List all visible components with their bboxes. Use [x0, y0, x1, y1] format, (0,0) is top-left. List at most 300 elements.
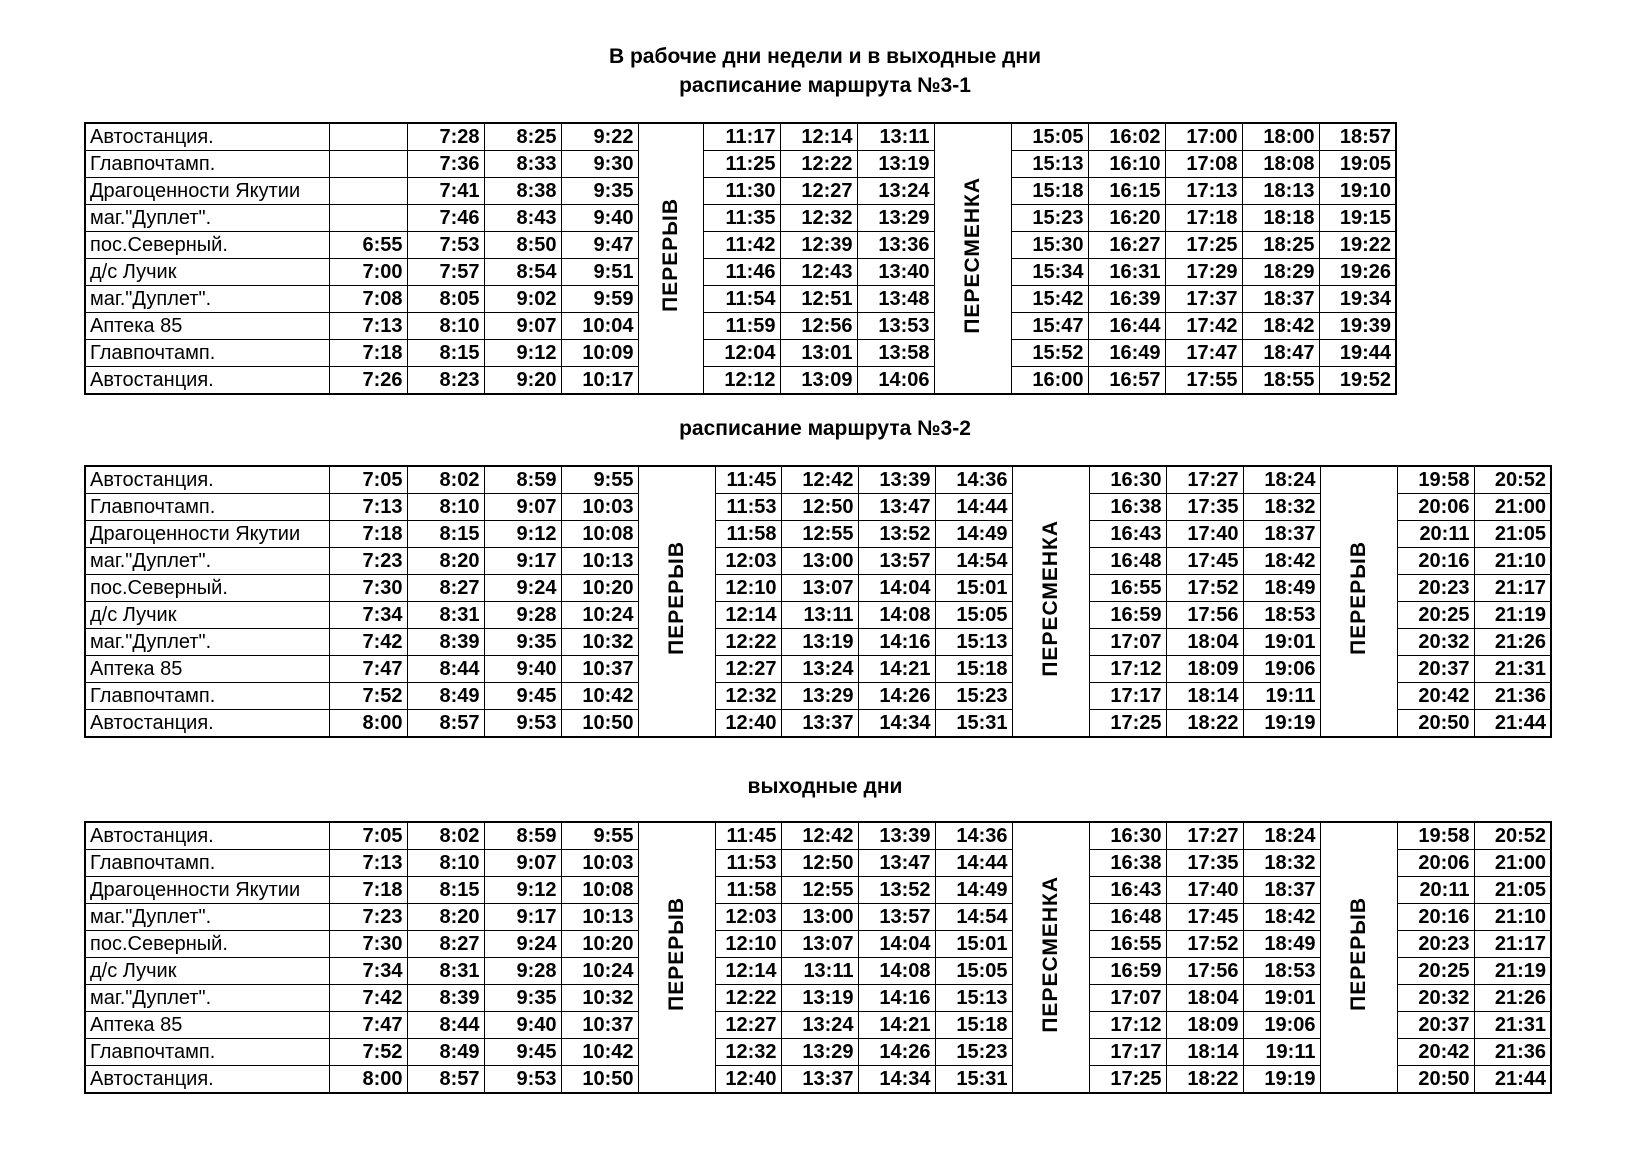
departure-time-cell: 9:45	[484, 1039, 561, 1066]
departure-time-cell: 12:40	[715, 1066, 781, 1094]
table-row	[85, 822, 1551, 850]
stop-name-cell: Главпочтамп.	[85, 683, 329, 710]
departure-time-cell: 19:34	[1319, 286, 1396, 313]
stop-name-cell: Автостанция.	[85, 123, 329, 151]
departure-time-cell: 15:31	[935, 1066, 1012, 1094]
departure-time-cell: 12:14	[715, 602, 781, 629]
departure-time-cell: 16:39	[1088, 286, 1165, 313]
departure-time-cell: 9:45	[484, 683, 561, 710]
stop-name-cell: маг."Дуплет".	[85, 548, 329, 575]
departure-time-cell: 19:06	[1243, 656, 1320, 683]
departure-time-cell: 17:27	[1166, 466, 1243, 494]
stop-name-cell: маг."Дуплет".	[85, 985, 329, 1012]
departure-time-cell: 15:01	[935, 575, 1012, 602]
weekend-heading: выходные дни	[747, 775, 903, 798]
departure-time-cell: 19:01	[1243, 985, 1320, 1012]
table-row	[85, 232, 1396, 259]
departure-time-cell: 18:42	[1243, 548, 1320, 575]
departure-time-cell: 21:31	[1474, 656, 1551, 683]
departure-time-cell: 18:04	[1166, 629, 1243, 656]
departure-time-cell: 14:36	[935, 822, 1012, 850]
departure-time-cell: 16:43	[1089, 521, 1166, 548]
departure-time-cell: 20:37	[1397, 656, 1474, 683]
departure-time-cell: 20:32	[1397, 985, 1474, 1012]
departure-time-cell: 20:52	[1474, 466, 1551, 494]
departure-time-cell: 14:04	[858, 575, 935, 602]
departure-time-cell: 21:26	[1474, 985, 1551, 1012]
departure-time-cell: 8:38	[484, 178, 561, 205]
departure-time-cell: 9:40	[484, 1012, 561, 1039]
departure-time-cell: 12:10	[715, 575, 781, 602]
departure-time-cell: 15:23	[935, 1039, 1012, 1066]
departure-time-cell: 19:44	[1319, 340, 1396, 367]
departure-time-cell: 7:42	[329, 985, 407, 1012]
departure-time-cell: 7:46	[407, 205, 484, 232]
departure-time-cell: 7:30	[329, 575, 407, 602]
stop-name-cell: Аптека 85	[85, 1012, 329, 1039]
departure-time-cell: 17:25	[1089, 1066, 1166, 1094]
departure-time-cell: 10:32	[561, 629, 638, 656]
departure-time-cell: 21:10	[1474, 548, 1551, 575]
departure-time-cell: 18:18	[1242, 205, 1319, 232]
departure-time-cell: 9:55	[561, 466, 638, 494]
departure-time-cell: 17:29	[1165, 259, 1242, 286]
departure-time-cell: 10:09	[561, 340, 638, 367]
departure-time-cell: 13:57	[858, 548, 935, 575]
departure-time-cell: 14:16	[858, 629, 935, 656]
departure-time-cell: 17:47	[1165, 340, 1242, 367]
stop-name-cell: Автостанция.	[85, 466, 329, 494]
departure-time-cell: 9:53	[484, 710, 561, 738]
departure-time-cell: 18:37	[1242, 286, 1319, 313]
departure-time-cell: 10:08	[561, 521, 638, 548]
departure-time-cell: 11:58	[715, 877, 781, 904]
departure-time-cell: 18:22	[1166, 710, 1243, 738]
departure-time-cell: 12:03	[715, 548, 781, 575]
table-row	[85, 286, 1396, 313]
departure-time-cell: 11:53	[715, 850, 781, 877]
departure-time-cell: 19:39	[1319, 313, 1396, 340]
departure-time-cell: 11:17	[703, 123, 780, 151]
departure-time-cell: 13:52	[858, 521, 935, 548]
departure-time-cell: 18:55	[1242, 367, 1319, 395]
departure-time-cell: 16:15	[1088, 178, 1165, 205]
departure-time-cell: 9:59	[561, 286, 638, 313]
departure-time-cell: 17:12	[1089, 656, 1166, 683]
departure-time-cell: 17:07	[1089, 985, 1166, 1012]
departure-time-cell: 12:27	[780, 178, 857, 205]
departure-time-cell: 9:40	[561, 205, 638, 232]
departure-time-cell: 13:47	[858, 494, 935, 521]
departure-time-cell: 20:11	[1397, 877, 1474, 904]
departure-time-cell: 18:49	[1243, 575, 1320, 602]
departure-time-cell: 18:22	[1166, 1066, 1243, 1094]
departure-time-cell: 18:08	[1242, 151, 1319, 178]
departure-time-cell: 13:07	[781, 931, 858, 958]
departure-time-cell: 15:13	[935, 629, 1012, 656]
departure-time-cell: 20:23	[1397, 931, 1474, 958]
departure-time-cell: 17:17	[1089, 683, 1166, 710]
departure-time-cell: 8:27	[407, 575, 484, 602]
page-title: В рабочие дни недели и в выходные дни	[608, 45, 1042, 68]
departure-time-cell: 7:26	[329, 367, 407, 395]
departure-time-cell: 10:42	[561, 1039, 638, 1066]
departure-time-cell: 13:19	[781, 629, 858, 656]
departure-time-cell: 18:32	[1243, 494, 1320, 521]
departure-time-cell: 8:31	[407, 602, 484, 629]
departure-time-cell: 7:47	[329, 1012, 407, 1039]
table-row	[85, 178, 1396, 205]
stop-name-cell: Автостанция.	[85, 1066, 329, 1094]
departure-time-cell: 8:10	[407, 494, 484, 521]
departure-time-cell: 8:49	[407, 1039, 484, 1066]
departure-time-cell: 13:24	[781, 1012, 858, 1039]
departure-time-cell: 13:39	[858, 822, 935, 850]
departure-time-cell: 13:29	[857, 205, 934, 232]
departure-time-cell: 7:28	[407, 123, 484, 151]
departure-time-cell: 8:57	[407, 1066, 484, 1094]
departure-time-cell: 7:08	[329, 286, 407, 313]
route-3-2-heading: расписание маршрута №3-2	[679, 417, 971, 440]
departure-time-cell: 7:23	[329, 548, 407, 575]
stop-name-cell: Драгоценности Якутии	[85, 521, 329, 548]
departure-time-cell: 17:27	[1166, 822, 1243, 850]
departure-time-cell: 21:36	[1474, 683, 1551, 710]
departure-time-cell: 18:24	[1243, 466, 1320, 494]
departure-time-cell: 7:53	[407, 232, 484, 259]
stop-name-cell: д/с Лучик	[85, 602, 329, 629]
departure-time-cell: 17:42	[1165, 313, 1242, 340]
departure-time-cell: 10:03	[561, 494, 638, 521]
departure-time-cell: 17:55	[1165, 367, 1242, 395]
departure-time-cell: 19:05	[1319, 151, 1396, 178]
departure-time-cell: 21:17	[1474, 931, 1551, 958]
departure-time-cell: 14:21	[858, 656, 935, 683]
departure-time-cell: 13:37	[781, 1066, 858, 1094]
departure-time-cell: 14:21	[858, 1012, 935, 1039]
departure-time-cell: 7:41	[407, 178, 484, 205]
departure-time-cell: 12:32	[715, 683, 781, 710]
departure-time-cell: 19:01	[1243, 629, 1320, 656]
departure-time-cell: 10:13	[561, 904, 638, 931]
departure-time-cell: 9:17	[484, 904, 561, 931]
table-row	[85, 205, 1396, 232]
departure-time-cell: 8:54	[484, 259, 561, 286]
departure-time-cell: 6:55	[329, 232, 407, 259]
departure-time-cell: 8:44	[407, 656, 484, 683]
departure-time-cell: 20:16	[1397, 548, 1474, 575]
departure-time-cell: 16:30	[1089, 466, 1166, 494]
departure-time-cell: 13:19	[781, 985, 858, 1012]
departure-time-cell: 16:27	[1088, 232, 1165, 259]
departure-time-cell: 12:50	[781, 850, 858, 877]
departure-time-cell: 18:49	[1243, 931, 1320, 958]
departure-time-cell: 19:52	[1319, 367, 1396, 395]
departure-time-cell: 20:23	[1397, 575, 1474, 602]
departure-time-cell: 17:13	[1165, 178, 1242, 205]
departure-time-cell	[329, 123, 407, 151]
departure-time-cell: 7:00	[329, 259, 407, 286]
departure-time-cell: 21:26	[1474, 629, 1551, 656]
shift-change-label: ПЕРЕСМЕНКА	[1038, 519, 1062, 677]
departure-time-cell: 9:24	[484, 931, 561, 958]
departure-time-cell: 16:30	[1089, 822, 1166, 850]
shift-change-column	[934, 123, 1011, 394]
departure-time-cell: 20:06	[1397, 850, 1474, 877]
departure-time-cell: 17:00	[1165, 123, 1242, 151]
stop-name-cell: Драгоценности Якутии	[85, 178, 329, 205]
departure-time-cell: 8:33	[484, 151, 561, 178]
departure-time-cell: 13:24	[857, 178, 934, 205]
departure-time-cell: 18:04	[1166, 985, 1243, 1012]
break-label: ПЕРЕРЫВ	[1346, 541, 1370, 655]
departure-time-cell: 11:30	[703, 178, 780, 205]
departure-time-cell: 16:59	[1089, 958, 1166, 985]
departure-time-cell: 11:25	[703, 151, 780, 178]
departure-time-cell: 17:25	[1089, 710, 1166, 738]
departure-time-cell: 16:55	[1089, 931, 1166, 958]
break-column	[1320, 466, 1397, 737]
departure-time-cell: 21:36	[1474, 1039, 1551, 1066]
departure-time-cell: 18:25	[1242, 232, 1319, 259]
departure-time-cell	[329, 205, 407, 232]
departure-time-cell: 8:10	[407, 313, 484, 340]
departure-time-cell: 16:43	[1089, 877, 1166, 904]
departure-time-cell: 14:26	[858, 683, 935, 710]
departure-time-cell: 17:45	[1166, 904, 1243, 931]
departure-time-cell: 16:57	[1088, 367, 1165, 395]
departure-time-cell	[329, 151, 407, 178]
departure-time-cell: 20:25	[1397, 958, 1474, 985]
departure-time-cell: 8:23	[407, 367, 484, 395]
break-column	[638, 466, 715, 737]
departure-time-cell: 17:37	[1165, 286, 1242, 313]
departure-time-cell: 19:58	[1397, 822, 1474, 850]
departure-time-cell: 18:09	[1166, 1012, 1243, 1039]
stop-name-cell: Главпочтамп.	[85, 850, 329, 877]
departure-time-cell: 17:40	[1166, 521, 1243, 548]
departure-time-cell: 15:30	[1011, 232, 1088, 259]
departure-time-cell: 7:18	[329, 877, 407, 904]
departure-time-cell: 21:05	[1474, 877, 1551, 904]
stop-name-cell: маг."Дуплет".	[85, 286, 329, 313]
departure-time-cell: 15:31	[935, 710, 1012, 738]
departure-time-cell: 11:58	[715, 521, 781, 548]
departure-time-cell: 10:50	[561, 1066, 638, 1094]
departure-time-cell: 10:08	[561, 877, 638, 904]
departure-time-cell: 14:36	[935, 466, 1012, 494]
departure-time-cell: 21:10	[1474, 904, 1551, 931]
departure-time-cell: 7:30	[329, 931, 407, 958]
departure-time-cell: 20:32	[1397, 629, 1474, 656]
departure-time-cell: 7:05	[329, 466, 407, 494]
table-row	[85, 340, 1396, 367]
departure-time-cell: 15:13	[1011, 151, 1088, 178]
departure-time-cell: 8:39	[407, 985, 484, 1012]
departure-time-cell: 14:34	[858, 710, 935, 738]
departure-time-cell: 16:02	[1088, 123, 1165, 151]
stop-name-cell: Автостанция.	[85, 822, 329, 850]
departure-time-cell: 19:15	[1319, 205, 1396, 232]
shift-change-label: ПЕРЕСМЕНКА	[1038, 875, 1062, 1033]
departure-time-cell: 14:54	[935, 904, 1012, 931]
weekend-timetable	[84, 821, 1552, 1094]
departure-time-cell: 15:18	[1011, 178, 1088, 205]
departure-time-cell: 14:26	[858, 1039, 935, 1066]
departure-time-cell: 17:18	[1165, 205, 1242, 232]
departure-time-cell: 14:06	[857, 367, 934, 395]
stop-name-cell: Автостанция.	[85, 367, 329, 395]
stop-name-cell: маг."Дуплет".	[85, 629, 329, 656]
shift-change-column	[1012, 466, 1089, 737]
stop-name-cell: д/с Лучик	[85, 259, 329, 286]
departure-time-cell: 8:50	[484, 232, 561, 259]
stop-name-cell: маг."Дуплет".	[85, 904, 329, 931]
departure-time-cell: 7:18	[329, 340, 407, 367]
departure-time-cell: 10:24	[561, 602, 638, 629]
departure-time-cell: 7:13	[329, 850, 407, 877]
departure-time-cell: 17:17	[1089, 1039, 1166, 1066]
departure-time-cell: 12:27	[715, 1012, 781, 1039]
departure-time-cell: 17:40	[1166, 877, 1243, 904]
departure-time-cell: 13:40	[857, 259, 934, 286]
departure-time-cell: 15:42	[1011, 286, 1088, 313]
departure-time-cell: 12:32	[780, 205, 857, 232]
shift-change-column	[1012, 822, 1089, 1093]
stop-name-cell: Главпочтамп.	[85, 151, 329, 178]
departure-time-cell: 7:52	[329, 1039, 407, 1066]
departure-time-cell: 19:11	[1243, 683, 1320, 710]
departure-time-cell: 8:31	[407, 958, 484, 985]
break-label: ПЕРЕРЫВ	[1346, 897, 1370, 1011]
departure-time-cell: 20:37	[1397, 1012, 1474, 1039]
departure-time-cell: 14:54	[935, 548, 1012, 575]
departure-time-cell: 8:02	[407, 822, 484, 850]
departure-time-cell: 10:37	[561, 1012, 638, 1039]
departure-time-cell: 14:44	[935, 850, 1012, 877]
departure-time-cell: 16:48	[1089, 548, 1166, 575]
departure-time-cell: 13:00	[781, 548, 858, 575]
departure-time-cell: 12:10	[715, 931, 781, 958]
departure-time-cell: 12:32	[715, 1039, 781, 1066]
departure-time-cell: 9:35	[484, 985, 561, 1012]
departure-time-cell: 21:19	[1474, 602, 1551, 629]
stop-name-cell: Главпочтамп.	[85, 494, 329, 521]
table-row	[85, 367, 1396, 395]
departure-time-cell: 7:05	[329, 822, 407, 850]
departure-time-cell: 13:37	[781, 710, 858, 738]
departure-time-cell: 9:02	[484, 286, 561, 313]
stop-name-cell: пос.Северный.	[85, 232, 329, 259]
departure-time-cell: 11:45	[715, 822, 781, 850]
departure-time-cell: 12:22	[715, 985, 781, 1012]
departure-time-cell: 7:23	[329, 904, 407, 931]
break-label: ПЕРЕРЫВ	[664, 897, 688, 1011]
departure-time-cell: 13:19	[857, 151, 934, 178]
departure-time-cell: 12:42	[781, 822, 858, 850]
departure-time-cell: 12:55	[781, 521, 858, 548]
departure-time-cell: 8:20	[407, 904, 484, 931]
departure-time-cell: 15:05	[1011, 123, 1088, 151]
stop-name-cell: Аптека 85	[85, 656, 329, 683]
departure-time-cell: 12:42	[781, 466, 858, 494]
departure-time-cell: 8:44	[407, 1012, 484, 1039]
break-label: ПЕРЕРЫВ	[664, 541, 688, 655]
departure-time-cell: 15:47	[1011, 313, 1088, 340]
departure-time-cell: 8:00	[329, 1066, 407, 1094]
departure-time-cell: 15:34	[1011, 259, 1088, 286]
departure-time-cell: 20:50	[1397, 1066, 1474, 1094]
departure-time-cell: 17:56	[1166, 602, 1243, 629]
departure-time-cell: 9:30	[561, 151, 638, 178]
departure-time-cell: 12:14	[780, 123, 857, 151]
departure-time-cell: 10:32	[561, 985, 638, 1012]
departure-time-cell: 12:03	[715, 904, 781, 931]
departure-time-cell: 18:42	[1243, 904, 1320, 931]
departure-time-cell: 17:35	[1166, 850, 1243, 877]
departure-time-cell: 13:36	[857, 232, 934, 259]
departure-time-cell: 19:11	[1243, 1039, 1320, 1066]
departure-time-cell: 18:24	[1243, 822, 1320, 850]
departure-time-cell: 8:49	[407, 683, 484, 710]
departure-time-cell: 17:08	[1165, 151, 1242, 178]
departure-time-cell: 9:47	[561, 232, 638, 259]
departure-time-cell: 13:09	[780, 367, 857, 395]
departure-time-cell: 16:38	[1089, 494, 1166, 521]
departure-time-cell: 8:00	[329, 710, 407, 738]
departure-time-cell: 21:17	[1474, 575, 1551, 602]
departure-time-cell: 21:19	[1474, 958, 1551, 985]
departure-time-cell: 10:20	[561, 575, 638, 602]
departure-time-cell: 17:07	[1089, 629, 1166, 656]
departure-time-cell: 20:16	[1397, 904, 1474, 931]
departure-time-cell: 13:52	[858, 877, 935, 904]
departure-time-cell: 14:49	[935, 877, 1012, 904]
departure-time-cell: 13:48	[857, 286, 934, 313]
departure-time-cell: 15:23	[1011, 205, 1088, 232]
departure-time-cell: 20:06	[1397, 494, 1474, 521]
departure-time-cell: 13:57	[858, 904, 935, 931]
departure-time-cell: 21:00	[1474, 494, 1551, 521]
departure-time-cell: 8:02	[407, 466, 484, 494]
departure-time-cell: 9:55	[561, 822, 638, 850]
departure-time-cell: 15:05	[935, 958, 1012, 985]
departure-time-cell: 10:03	[561, 850, 638, 877]
table-row	[85, 123, 1396, 151]
departure-time-cell: 10:24	[561, 958, 638, 985]
departure-time-cell: 11:59	[703, 313, 780, 340]
stop-name-cell: Автостанция.	[85, 710, 329, 738]
departure-time-cell: 11:35	[703, 205, 780, 232]
departure-time-cell: 21:44	[1474, 710, 1551, 738]
departure-time-cell: 9:40	[484, 656, 561, 683]
stop-name-cell: пос.Северный.	[85, 931, 329, 958]
departure-time-cell: 18:53	[1243, 602, 1320, 629]
route-3-1-heading: расписание маршрута №3-1	[679, 74, 971, 97]
departure-time-cell: 18:29	[1242, 259, 1319, 286]
departure-time-cell: 17:52	[1166, 931, 1243, 958]
departure-time-cell: 9:20	[484, 367, 561, 395]
table-row	[85, 259, 1396, 286]
departure-time-cell: 17:12	[1089, 1012, 1166, 1039]
departure-time-cell: 19:10	[1319, 178, 1396, 205]
departure-time-cell: 17:35	[1166, 494, 1243, 521]
departure-time-cell	[329, 178, 407, 205]
departure-time-cell: 8:27	[407, 931, 484, 958]
break-column	[638, 822, 715, 1093]
departure-time-cell: 17:56	[1166, 958, 1243, 985]
stop-name-cell: Главпочтамп.	[85, 340, 329, 367]
